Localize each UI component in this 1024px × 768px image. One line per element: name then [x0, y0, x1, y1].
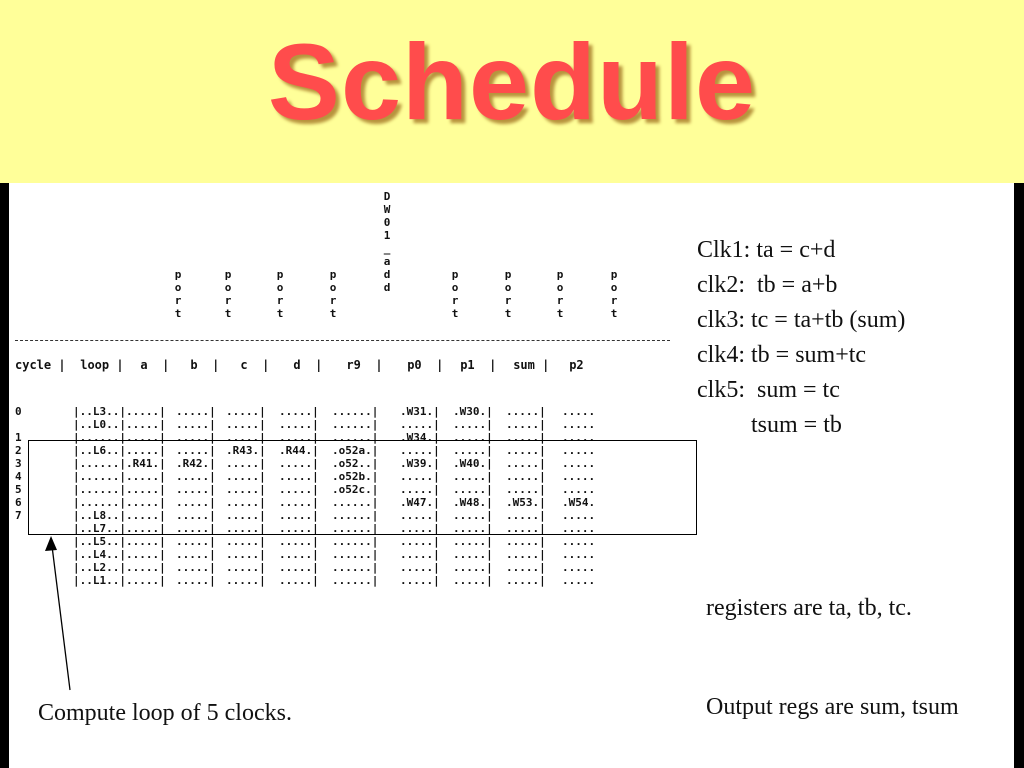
cell-p1: .....| — [452, 470, 493, 483]
cell-b: .....| — [175, 483, 216, 496]
cell-r9: .o52a.| — [331, 444, 379, 457]
cell-sum: .....| — [505, 457, 546, 470]
vertical-header-port-c — [274, 268, 286, 320]
vertical-header-char: r — [504, 294, 512, 307]
cell-d: .....| — [278, 405, 319, 418]
cell-cycle: 5 — [15, 483, 22, 496]
vertical-header-char: o — [224, 281, 232, 294]
cell-p0: .....| — [399, 470, 440, 483]
cell-sum: .....| — [505, 418, 546, 431]
cell-a: .R41.| — [125, 457, 166, 470]
vertical-header-char: r — [610, 294, 618, 307]
cell-c: .....| — [225, 418, 266, 431]
cell-p2: ..... — [561, 522, 596, 535]
cell-cycle — [15, 548, 73, 561]
vertical-header-char: t — [556, 307, 564, 320]
cell-sum: .W53.| — [505, 496, 546, 509]
registers-note: registers are ta, tb, tc. — [706, 595, 912, 621]
table-row — [15, 561, 617, 574]
cell-c: .....| — [225, 561, 266, 574]
cell-d: .....| — [278, 418, 319, 431]
cell-a: .....| — [125, 548, 166, 561]
cell-b: .....| — [175, 535, 216, 548]
cell-r9: ......| — [331, 561, 379, 574]
cell-cycle: 0 — [15, 405, 22, 418]
vertical-header-port-p1 — [502, 268, 514, 320]
vertical-header-char: o — [329, 281, 337, 294]
header-cell-cycle: cycle | — [15, 357, 66, 372]
vertical-header-char: t — [276, 307, 284, 320]
header-rule — [15, 340, 670, 341]
cell-cycle: 1 — [15, 431, 22, 444]
cell-sum: .....| — [505, 509, 546, 522]
header-cell-a: a | — [125, 357, 170, 372]
cell-p0: .....| — [399, 444, 440, 457]
vertical-header-char: _ — [383, 242, 391, 255]
cell-d: .....| — [278, 483, 319, 496]
cell-p0: .W34.| — [399, 431, 440, 444]
cell-sum: .....| — [505, 535, 546, 548]
cell-p0: .W47.| — [399, 496, 440, 509]
cell-p0: .....| — [399, 574, 440, 587]
cell-p2: ..... — [561, 548, 596, 561]
cell-p2: ..... — [561, 444, 596, 457]
cell-p1: .....| — [452, 548, 493, 561]
equation-line: Clk1: ta = c+d — [697, 237, 836, 263]
cell-p0: .....| — [399, 561, 440, 574]
cell-b: .R42.| — [175, 457, 216, 470]
cell-p1: .....| — [452, 535, 493, 548]
header-cell-r9: r9 | — [331, 357, 383, 372]
cell-p2: ..... — [561, 483, 596, 496]
vertical-header-port-a — [172, 268, 184, 320]
frame-right-border — [1014, 183, 1024, 768]
vertical-header-port-b — [222, 268, 234, 320]
cell-c: .....| — [225, 509, 266, 522]
vertical-header-char: t — [610, 307, 618, 320]
vertical-header-char: t — [451, 307, 459, 320]
cell-loop: |..L7..| — [73, 522, 126, 535]
cell-loop: |..L5..| — [73, 535, 126, 548]
vertical-header-char: p — [276, 268, 284, 281]
vertical-header-char: p — [610, 268, 618, 281]
clock-equations — [697, 233, 905, 443]
cell-r9: .o52c.| — [331, 483, 379, 496]
cell-d: .....| — [278, 522, 319, 535]
equation-line: clk2: tb = a+b — [697, 272, 838, 298]
cell-c: .....| — [225, 548, 266, 561]
cell-c: .....| — [225, 522, 266, 535]
cell-d: .....| — [278, 431, 319, 444]
cell-r9: ......| — [331, 535, 379, 548]
slide-title: Schedule — [267, 21, 757, 142]
vertical-header-char: p — [224, 268, 232, 281]
cell-b: .....| — [175, 470, 216, 483]
cell-b: .....| — [175, 431, 216, 444]
cell-p0: .....| — [399, 418, 440, 431]
cell-r9: ......| — [331, 405, 379, 418]
cell-p1: .....| — [452, 574, 493, 587]
cell-a: .....| — [125, 535, 166, 548]
vertical-header-char: d — [383, 268, 391, 281]
cell-c: .....| — [225, 496, 266, 509]
cell-p2: ..... — [561, 509, 596, 522]
cell-b: .....| — [175, 548, 216, 561]
cell-cycle — [15, 561, 73, 574]
cell-d: .....| — [278, 535, 319, 548]
vertical-header-char: o — [451, 281, 459, 294]
cell-cycle: 2 — [15, 444, 22, 457]
table-row — [15, 574, 617, 587]
cell-d: .R44.| — [278, 444, 319, 457]
cell-p2: ..... — [561, 574, 596, 587]
vertical-header-char: t — [504, 307, 512, 320]
header-cell-p2: p2 — [561, 357, 584, 372]
vertical-header-char: r — [329, 294, 337, 307]
vertical-header-char: t — [174, 307, 182, 320]
table-row — [15, 535, 617, 548]
header-cell-b: b | — [175, 357, 220, 372]
vertical-header-port-d — [327, 268, 339, 320]
outputs-note: Output regs are sum, tsum — [706, 694, 959, 720]
cell-c: .....| — [225, 574, 266, 587]
cell-p2: ..... — [561, 457, 596, 470]
cell-loop: |..L1..| — [73, 574, 126, 587]
cell-sum: .....| — [505, 483, 546, 496]
compute-loop-highlight-box — [28, 440, 697, 535]
cell-p2: ..... — [561, 561, 596, 574]
cell-p0: .....| — [399, 548, 440, 561]
vertical-header-r9 — [381, 190, 393, 294]
cell-sum: .....| — [505, 431, 546, 444]
cell-loop: |......| — [73, 431, 126, 444]
cell-b: .....| — [175, 522, 216, 535]
equation-line: clk5: sum = tc — [697, 377, 840, 403]
vertical-header-char: r — [224, 294, 232, 307]
cell-p0: .....| — [399, 535, 440, 548]
header-cell-p0: p0 | — [399, 357, 444, 372]
cell-d: .....| — [278, 496, 319, 509]
cell-a: .....| — [125, 444, 166, 457]
table-row — [15, 548, 617, 561]
cell-cycle: 6 — [15, 496, 22, 509]
cell-p1: .....| — [452, 561, 493, 574]
cell-a: .....| — [125, 522, 166, 535]
cell-sum: .....| — [505, 548, 546, 561]
cell-p1: .....| — [452, 483, 493, 496]
cell-b: .....| — [175, 561, 216, 574]
vertical-header-char: a — [383, 255, 391, 268]
compute-loop-caption: Compute loop of 5 clocks. — [38, 700, 292, 726]
vertical-header-port-p0 — [449, 268, 461, 320]
cell-loop: |..L6..| — [73, 444, 126, 457]
vertical-header-char: d — [383, 281, 391, 294]
cell-b: .....| — [175, 574, 216, 587]
cell-a: .....| — [125, 418, 166, 431]
cell-cycle: 4 — [15, 470, 22, 483]
cell-c: .....| — [225, 535, 266, 548]
cell-loop: |......| — [73, 496, 126, 509]
vertical-header-char: r — [174, 294, 182, 307]
cell-a: .....| — [125, 405, 166, 418]
cell-p1: .....| — [452, 431, 493, 444]
vertical-header-char: t — [329, 307, 337, 320]
vertical-header-char: r — [451, 294, 459, 307]
vertical-header-char: r — [556, 294, 564, 307]
cell-r9: ......| — [331, 509, 379, 522]
cell-cycle: 3 — [15, 457, 22, 470]
table-row — [15, 375, 617, 418]
cell-p1: .....| — [452, 509, 493, 522]
cell-p1: .....| — [452, 522, 493, 535]
cell-p1: .W40.| — [452, 457, 493, 470]
cell-p2: ..... — [561, 418, 596, 431]
vertical-header-char: p — [504, 268, 512, 281]
cell-loop: |..L0..| — [73, 418, 126, 431]
cell-c: .....| — [225, 405, 266, 418]
vertical-header-port-sum — [554, 268, 566, 320]
cell-a: .....| — [125, 496, 166, 509]
cell-p0: .....| — [399, 522, 440, 535]
vertical-header-char: o — [276, 281, 284, 294]
cell-p0: .....| — [399, 483, 440, 496]
cell-sum: .....| — [505, 561, 546, 574]
header-cell-p1: p1 | — [452, 357, 497, 372]
vertical-header-char: 0 — [383, 216, 391, 229]
cell-p2: ..... — [561, 470, 596, 483]
cell-loop: |..L3..| — [73, 405, 126, 418]
cell-c: .....| — [225, 470, 266, 483]
cell-d: .....| — [278, 561, 319, 574]
cell-r9: ......| — [331, 522, 379, 535]
cell-b: .....| — [175, 496, 216, 509]
equation-line: clk4: tb = sum+tc — [697, 342, 867, 368]
cell-p1: .....| — [452, 444, 493, 457]
cell-b: .....| — [175, 405, 216, 418]
cell-sum: .....| — [505, 574, 546, 587]
cell-cycle — [15, 418, 73, 431]
cell-d: .....| — [278, 470, 319, 483]
cell-p2: .W54. — [561, 496, 596, 509]
vertical-header-char: t — [224, 307, 232, 320]
cell-p0: .....| — [399, 509, 440, 522]
cell-p2: ..... — [561, 405, 596, 418]
cell-b: .....| — [175, 444, 216, 457]
cell-loop: |......| — [73, 457, 126, 470]
cell-cycle — [15, 574, 73, 587]
cell-a: .....| — [125, 470, 166, 483]
table-row — [15, 418, 617, 431]
cell-cycle: 7 — [15, 509, 22, 522]
vertical-header-char: D — [383, 190, 391, 203]
cell-c: .....| — [225, 457, 266, 470]
cell-d: .....| — [278, 509, 319, 522]
vertical-header-char: p — [556, 268, 564, 281]
cell-b: .....| — [175, 509, 216, 522]
cell-sum: .....| — [505, 522, 546, 535]
cell-c: .R43.| — [225, 444, 266, 457]
cell-p0: .W39.| — [399, 457, 440, 470]
header-cell-sum: sum | — [505, 357, 550, 372]
equation-line: tsum = tb — [697, 412, 842, 438]
vertical-header-char: W — [383, 203, 391, 216]
cell-d: .....| — [278, 548, 319, 561]
cell-p2: ..... — [561, 431, 596, 444]
cell-loop: |......| — [73, 483, 126, 496]
cell-c: .....| — [225, 483, 266, 496]
header-cell-c: c | — [225, 357, 270, 372]
cell-r9: ......| — [331, 496, 379, 509]
cell-r9: ......| — [331, 418, 379, 431]
cell-p2: ..... — [561, 535, 596, 548]
cell-b: .....| — [175, 418, 216, 431]
cell-loop: |......| — [73, 470, 126, 483]
vertical-header-char: p — [451, 268, 459, 281]
cell-r9: .o52b.| — [331, 470, 379, 483]
header-cell-d: d | — [278, 357, 323, 372]
cell-r9: .o52..| — [331, 457, 379, 470]
vertical-header-port-p2 — [608, 268, 620, 320]
cell-loop: |..L8..| — [73, 509, 126, 522]
cell-d: .....| — [278, 574, 319, 587]
vertical-header-char: r — [276, 294, 284, 307]
vertical-header-char: o — [610, 281, 618, 294]
vertical-header-char: o — [174, 281, 182, 294]
cell-cycle — [15, 535, 73, 548]
cell-a: .....| — [125, 431, 166, 444]
cell-loop: |..L4..| — [73, 548, 126, 561]
cell-sum: .....| — [505, 470, 546, 483]
cell-c: .....| — [225, 431, 266, 444]
cell-sum: .....| — [505, 444, 546, 457]
vertical-header-char: p — [329, 268, 337, 281]
cell-r9: ......| — [331, 431, 379, 444]
cell-a: .....| — [125, 509, 166, 522]
cell-a: .....| — [125, 561, 166, 574]
cell-a: .....| — [125, 574, 166, 587]
table-header-row — [15, 355, 617, 375]
vertical-header-char: 1 — [383, 229, 391, 242]
cell-p1: .W48.| — [452, 496, 493, 509]
vertical-header-char: o — [504, 281, 512, 294]
vertical-header-char: o — [556, 281, 564, 294]
frame-left-border — [0, 183, 9, 768]
cell-a: .....| — [125, 483, 166, 496]
cell-loop: |..L2..| — [73, 561, 126, 574]
cell-p1: .....| — [452, 418, 493, 431]
title-banner — [0, 0, 1024, 183]
cell-r9: ......| — [331, 548, 379, 561]
cell-p0: .W31.| — [399, 405, 440, 418]
cell-r9: ......| — [331, 574, 379, 587]
header-cell-loop: loop | — [73, 357, 124, 372]
cell-p1: .W30.| — [452, 405, 493, 418]
equation-line: clk3: tc = ta+tb (sum) — [697, 307, 906, 333]
cell-d: .....| — [278, 457, 319, 470]
vertical-header-char: p — [174, 268, 182, 281]
cell-sum: .....| — [505, 405, 546, 418]
